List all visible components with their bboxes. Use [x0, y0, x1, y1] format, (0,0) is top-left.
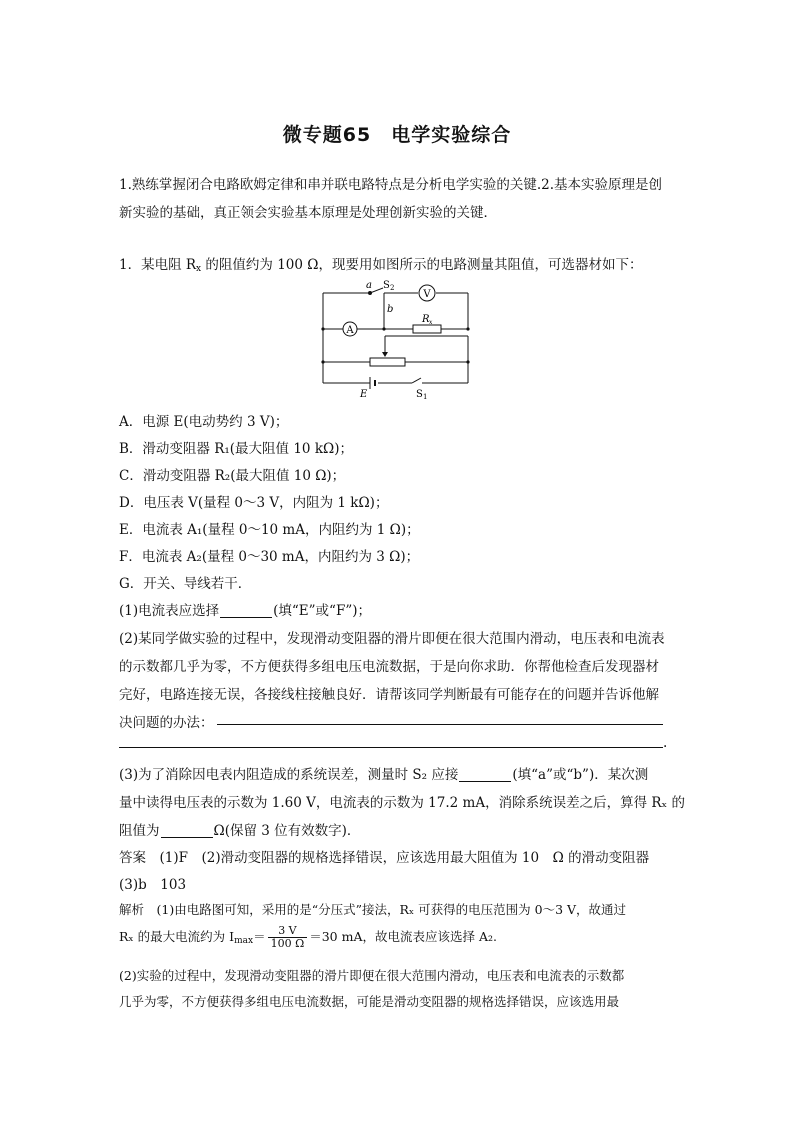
- intro-line-1: 1.熟练掌握闭合电路欧姆定律和串并联电路特点是分析电学实验的关键.2.基本实验原理是创: [119, 177, 663, 193]
- analysis-line-2: Rₓ 的最大电流约为 $I_{max}=$ $\frac{3 V}{100 \Omega}$ ＝30 mA，故电流表应该选择 A₂.: [119, 924, 497, 950]
- option-c: C．滑动变阻器 R₂(最大阻值 10 Ω)；: [119, 468, 346, 484]
- svg-text:x: x: [429, 319, 433, 326]
- answer-blank-3b[interactable]: [161, 823, 213, 838]
- question-1: (1)电流表应选择 (填“E”或“F”)；: [119, 603, 371, 619]
- resistor-rx: [413, 325, 441, 333]
- svg-text:A: A: [346, 325, 354, 336]
- svg-text:S: S: [416, 389, 423, 400]
- page-title: 微专题65 电学实验综合: [282, 124, 512, 146]
- option-a: A．电源 E(电动势约 3 V)；: [119, 414, 289, 430]
- question-3-line-1: (3)为了消除因电表内阻造成的系统误差，测量时 S₂ 应接 (填“a”或“b”)．某次测: [119, 767, 649, 783]
- question-2-line-3: 完好，电路连接无误，各接线柱接触良好．请帮该同学判断最有可能存在的问题并告诉他解: [119, 687, 659, 703]
- answer-line-2: (3)b 103: [119, 877, 187, 893]
- svg-text:S: S: [383, 280, 390, 291]
- svg-text:1: 1: [423, 393, 428, 400]
- svg-text:R: R: [422, 314, 430, 325]
- answer-blank-1[interactable]: [220, 603, 272, 618]
- svg-text:a: a: [366, 280, 372, 291]
- svg-text:2: 2: [390, 284, 395, 292]
- question-3-line-3: 阻值为 Ω(保留 3 位有效数字)．: [119, 823, 361, 839]
- ammeter-icon: [343, 322, 357, 336]
- option-f: F．电流表 A₂(量程 0～30 mA，内阻约为 3 Ω)；: [119, 549, 420, 565]
- analysis-line-1: 解析 (1)由电路图可知，采用的是“分压式”接法，Rₓ 可获得的电压范围为 0～3 V，故通过: [119, 902, 627, 917]
- answer-blank-2b[interactable]: [119, 747, 663, 748]
- question-2-line-1: (2)某同学做实验的过程中，发现滑动变阻器的滑片即便在很大范围内滑动，电压表和电流表: [119, 631, 665, 647]
- option-e: E．电流表 A₁(量程 0～10 mA，内阻约为 1 Ω)；: [119, 522, 420, 538]
- question-3-line-2: 量中读得电压表的示数为 1.60 V，电流表的示数为 17.2 mA，消除系统误差之后，算得 Rₓ 的: [119, 795, 686, 811]
- answer-blank-2a[interactable]: [217, 724, 663, 725]
- svg-text:V: V: [423, 289, 431, 300]
- question-2-end: .: [663, 735, 668, 751]
- fraction: $\frac{3 V}{100 \Omega}$: [268, 925, 308, 950]
- question-2-line-4: 决问题的办法：: [119, 715, 214, 731]
- problem-stem: 1．某电阻 $R_x$ 的阻值约为 100 Ω，现要用如图所示的电路测量其阻值，可选器材如下：: [119, 257, 643, 274]
- svg-text:E: E: [360, 389, 368, 400]
- analysis-line-3: (2)实验的过程中，发现滑动变阻器的滑片即便在很大范围内滑动，电压表和电流表的示数都: [119, 968, 625, 983]
- intro-line-2: 新实验的基础，真正领会实验基本原理是处理创新实验的关键．: [119, 205, 497, 221]
- svg-text:b: b: [387, 304, 394, 315]
- option-d: D．电压表 V(量程 0～3 V，内阻为 1 kΩ)；: [119, 495, 389, 511]
- voltmeter-icon: [419, 285, 435, 301]
- answer-line-1: 答案 (1)F (2)滑动变阻器的规格选择错误，应该选用最大阻值为 10 Ω 的滑动变阻器: [119, 850, 650, 866]
- question-2-line-2: 的示数都几乎为零，不方便获得多组电压电流数据，于是向你求助．你帮他检查后发现器材: [119, 659, 659, 675]
- analysis-line-4: 几乎为零，不方便获得多组电压电流数据，可能是滑动变阻器的规格选择错误，应该选用最: [119, 994, 620, 1009]
- circuit-diagram: [310, 278, 480, 400]
- answer-blank-3a[interactable]: [459, 767, 511, 782]
- option-g: G．开关、导线若干．: [119, 576, 252, 592]
- option-b: B．滑动变阻器 R₁(最大阻值 10 kΩ)；: [119, 441, 353, 457]
